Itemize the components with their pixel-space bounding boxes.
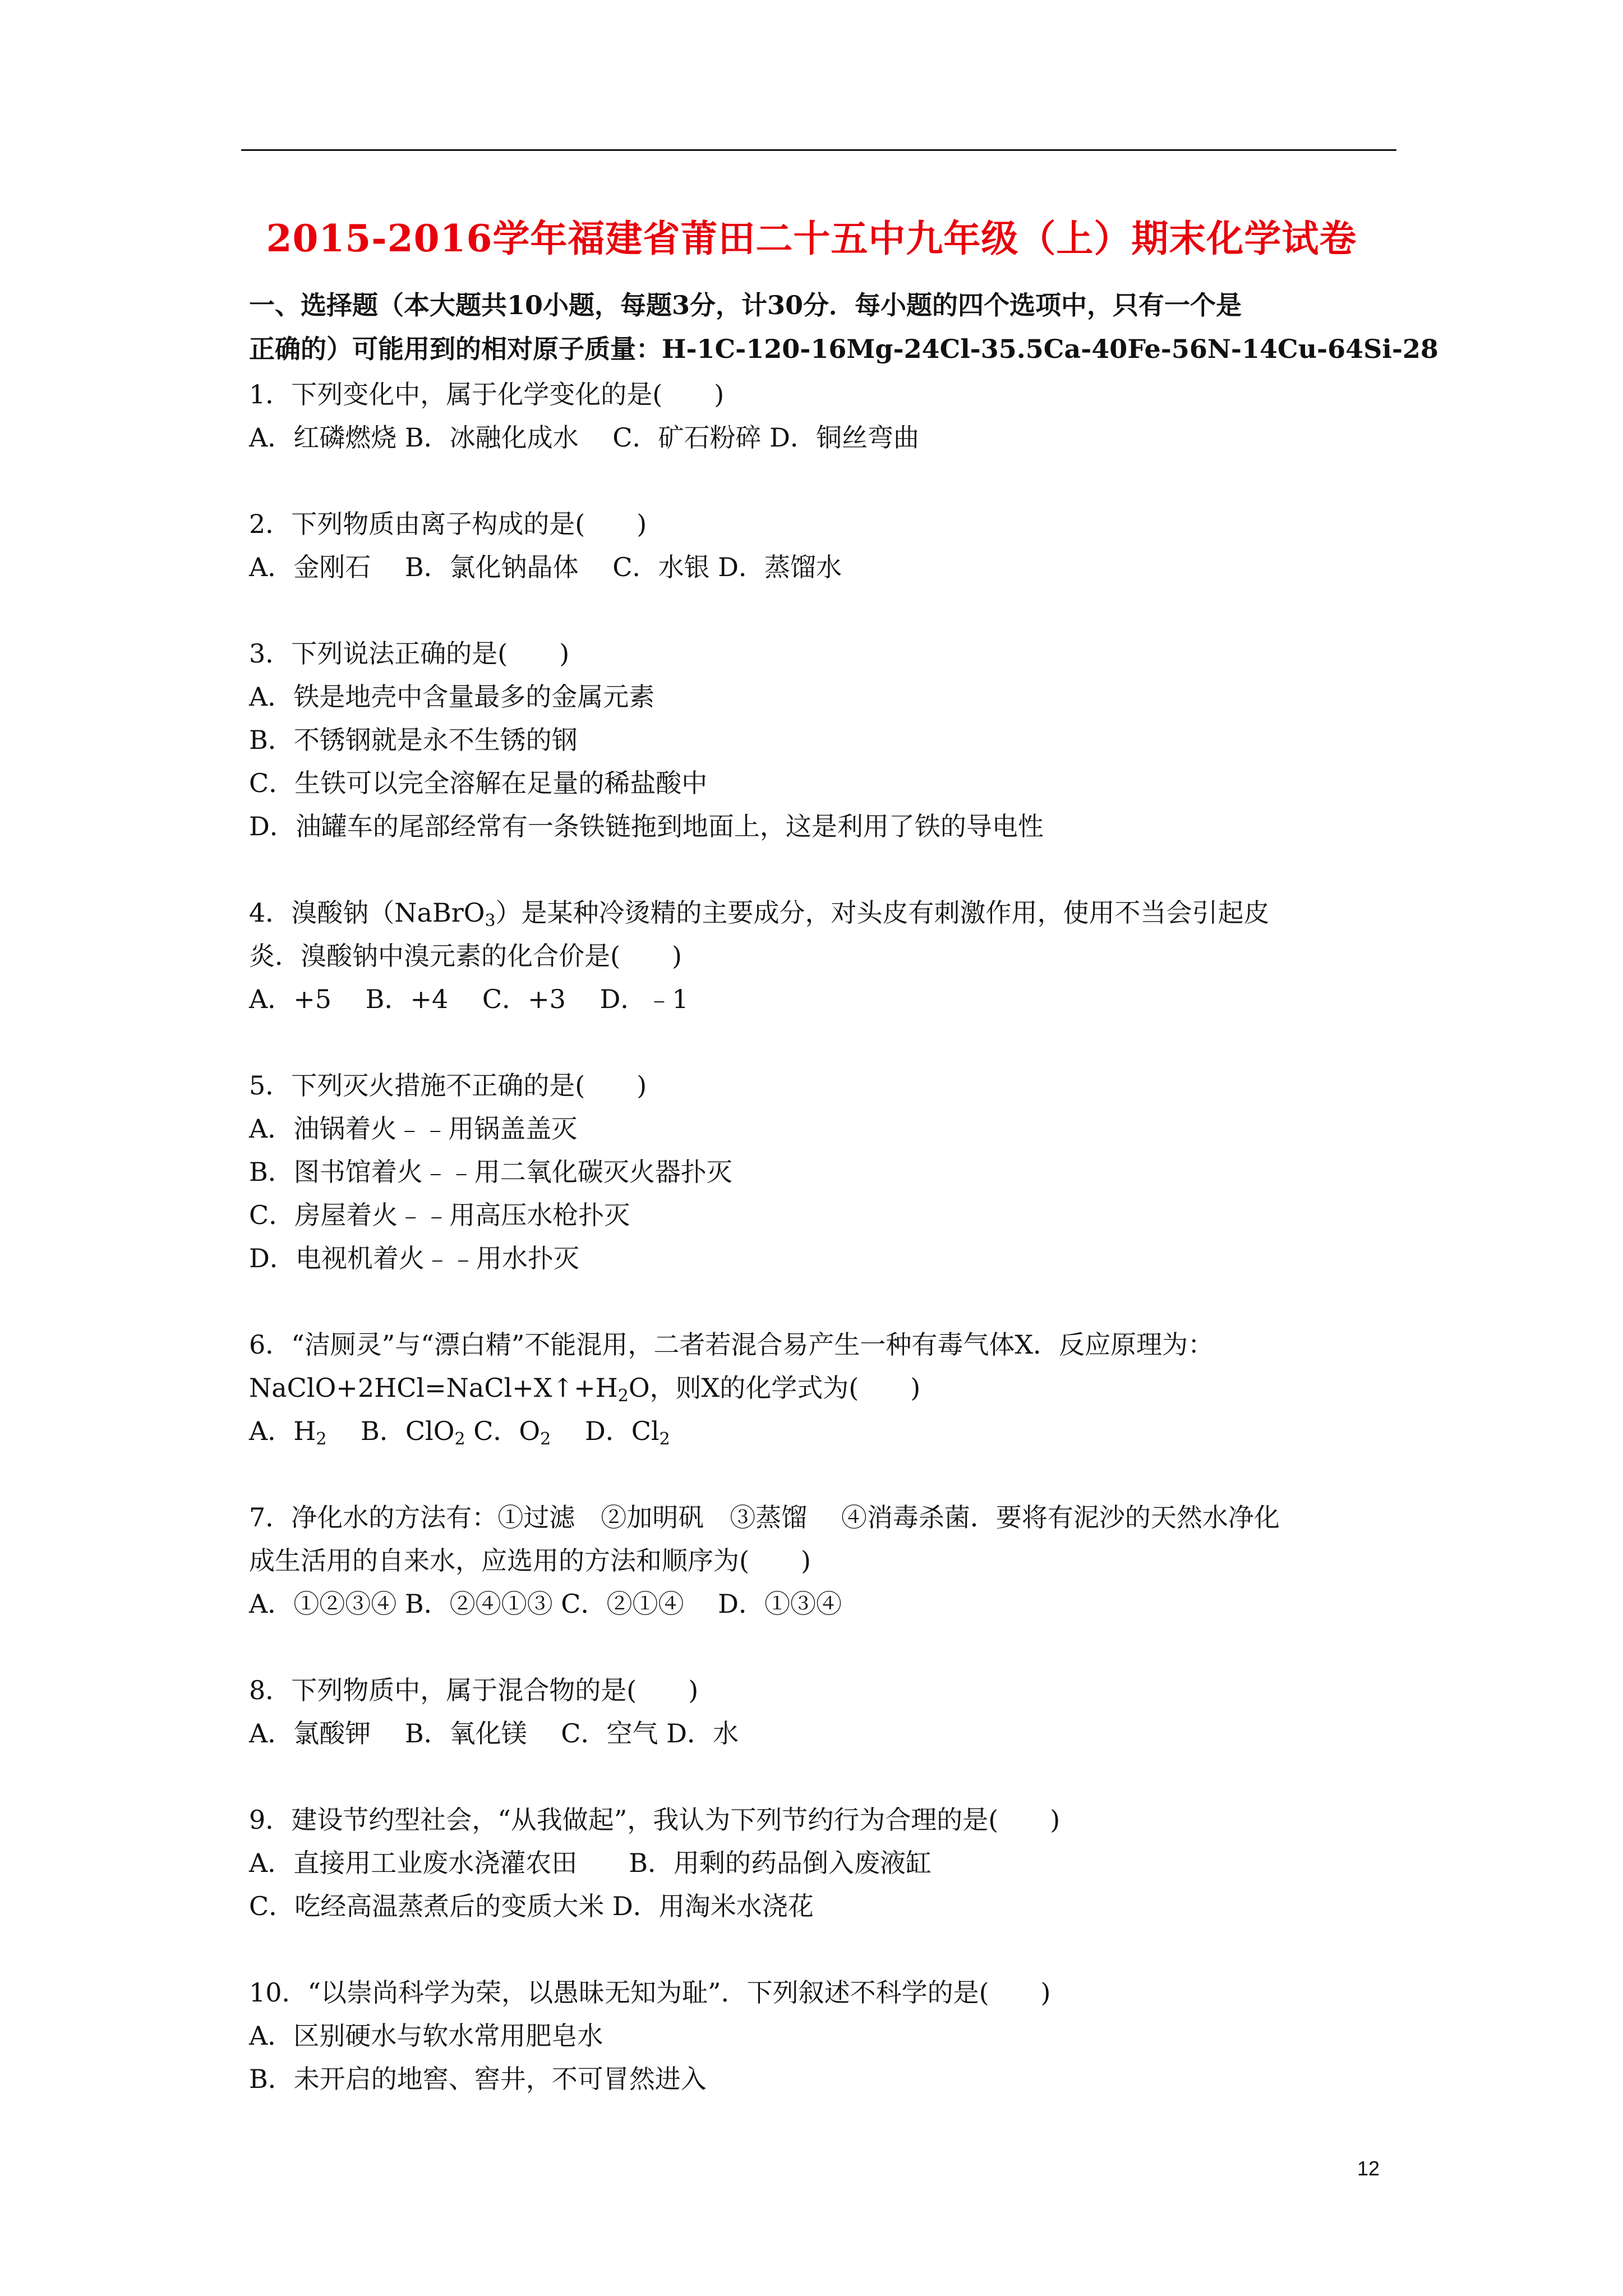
- stem-text: NaClO+2HCl=NaCl+X↑+H: [249, 1373, 618, 1403]
- question-options: [249, 1410, 1399, 1453]
- subscript: 2: [617, 1386, 629, 1406]
- question-stem: [249, 891, 1399, 935]
- question-options: C．吃经高温蒸煮后的变质大米 D．用淘米水浇花: [249, 1891, 814, 1921]
- section-heading-line: 一、选择题（本大题共10小题，每题3分，计30分．每小题的四个选项中，只有一个是: [249, 290, 1242, 320]
- option-b: B．ClO: [326, 1416, 455, 1446]
- option-d: D．电视机着火﹣﹣用水扑灭: [249, 1243, 579, 1273]
- subscript: 2: [316, 1429, 327, 1449]
- question-1: [249, 373, 1399, 459]
- question-stem: 10．“以崇尚科学为荣，以愚昧无知为耻”．下列叙述不科学的是( ): [249, 1977, 1051, 2008]
- section-heading: [249, 283, 1438, 371]
- question-stem: 2．下列物质由离子构成的是( ): [249, 509, 647, 539]
- question-options: A．+5 B．+4 C．+3 D．﹣1: [249, 984, 689, 1014]
- subscript: 2: [659, 1429, 670, 1449]
- question-list: [249, 373, 1399, 2144]
- question-3: [249, 632, 1399, 848]
- header-rule: [241, 149, 1396, 151]
- option-a: A．铁是地壳中含量最多的金属元素: [249, 682, 655, 712]
- question-stem-cont: [249, 1366, 1399, 1410]
- question-stem-cont: 成生活用的自来水，应选用的方法和顺序为( ): [249, 1545, 811, 1576]
- question-5: [249, 1064, 1399, 1280]
- question-stem-cont: 炎．溴酸钠中溴元素的化合价是( ): [249, 941, 682, 971]
- option-c: C．O: [465, 1416, 541, 1446]
- question-stem: 6．“洁厕灵”与“漂白精”不能混用，二者若混合易产生一种有毒气体X．反应原理为：: [249, 1329, 1214, 1360]
- question-stem: 7．净化水的方法有：①过滤 ②加明矾 ③蒸馏 ④消毒杀菌．要将有泥沙的天然水净化: [249, 1502, 1280, 1533]
- option-b: B．不锈钢就是永不生锈的钢: [249, 725, 578, 755]
- option-d: D．油罐车的尾部经常有一条铁链拖到地面上，这是利用了铁的导电性: [249, 811, 1044, 841]
- question-options: A．①②③④ B．②④①③ C．②①④ D．①③④: [249, 1589, 842, 1619]
- question-options: A．红磷燃烧 B．冰融化成水 C．矿石粉碎 D．铜丝弯曲: [249, 422, 919, 453]
- page-title: 2015-2016学年福建省莆田二十五中九年级（上）期末化学试卷: [266, 217, 1357, 260]
- question-options: A．氯酸钾 B．氧化镁 C．空气 D．水: [249, 1718, 739, 1749]
- question-6: [249, 1323, 1399, 1453]
- question-options: A．直接用工业废水浇灌农田 B．用剩的药品倒入废液缸: [249, 1848, 932, 1878]
- question-10: [249, 1971, 1399, 2101]
- question-stem: 9．建设节约型社会，“从我做起”，我认为下列节约行为合理的是( ): [249, 1805, 1061, 1835]
- question-8: [249, 1669, 1399, 1755]
- question-7: [249, 1496, 1399, 1626]
- question-stem: 5．下列灭火措施不正确的是( ): [249, 1070, 647, 1101]
- section-heading-line: 正确的）可能用到的相对原子质量：H-1C-120-16Mg-24Cl-35.5Ca-40Fe-56N-14Cu-64Si-28: [249, 334, 1438, 364]
- option-c: C．生铁可以完全溶解在足量的稀盐酸中: [249, 768, 708, 798]
- option-a: A．油锅着火﹣﹣用锅盖盖灭: [249, 1114, 578, 1144]
- stem-text: O，则X的化学式为( ): [628, 1373, 921, 1403]
- question-9: [249, 1798, 1399, 1928]
- question-stem: 8．下列物质中，属于混合物的是( ): [249, 1675, 699, 1705]
- question-2: [249, 503, 1399, 589]
- stem-text: ）是某种冷烫精的主要成分，对头皮有刺激作用，使用不当会引起皮: [495, 898, 1270, 928]
- option-b: B．图书馆着火﹣﹣用二氧化碳灭火器扑灭: [249, 1157, 732, 1187]
- question-stem: 3．下列说法正确的是( ): [249, 638, 570, 669]
- subscript: 2: [454, 1429, 465, 1449]
- subscript: 2: [540, 1429, 551, 1449]
- question-stem: 1．下列变化中，属于化学变化的是( ): [249, 379, 725, 409]
- page-number: 12: [1357, 2157, 1380, 2180]
- option-b: B．未开启的地窖、窖井，不可冒然进入: [249, 2064, 707, 2094]
- option-a: A．H: [249, 1416, 316, 1446]
- option-d: D．Cl: [551, 1416, 660, 1446]
- stem-text: 4．溴酸钠（NaBrO: [249, 898, 485, 928]
- subscript: 3: [485, 911, 496, 931]
- option-a: A．区别硬水与软水常用肥皂水: [249, 2021, 603, 2051]
- option-c: C．房屋着火﹣﹣用高压水枪扑灭: [249, 1200, 630, 1230]
- question-4: [249, 891, 1399, 1021]
- question-options: A．金刚石 B．氯化钠晶体 C．水银 D．蒸馏水: [249, 552, 842, 582]
